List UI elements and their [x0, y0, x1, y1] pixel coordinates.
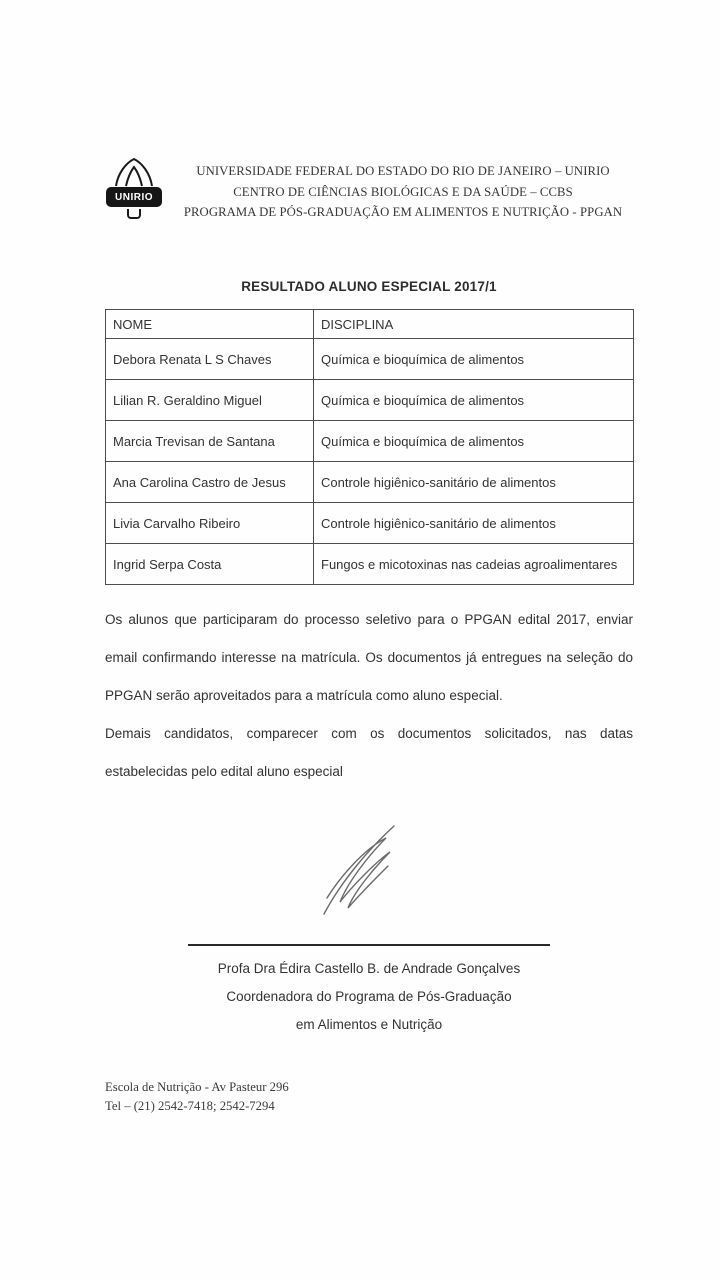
unirio-logo-base — [127, 209, 141, 219]
table-header-row — [106, 310, 634, 339]
header-line-program: PROGRAMA DE PÓS-GRADUAÇÃO EM ALIMENTOS E NUTRIÇÃO - PPGAN — [183, 205, 623, 219]
table-row — [106, 544, 634, 585]
cell-nome: Marcia Trevisan de Santana — [106, 421, 314, 462]
unirio-logo-band — [106, 187, 162, 207]
signatory-role-line-1: Coordenadora do Programa de Pós-Graduação — [226, 989, 512, 1004]
table-row — [106, 380, 634, 421]
header-line-center: CENTRO DE CIÊNCIAS BIOLÓGICAS E DA SAÚDE – CCBS — [233, 184, 573, 199]
paragraph-instructions: Os alunos que participaram do processo seletivo para o PPGAN edital 2017, enviar email confirmando interesse na matrícula. Os documentos já entregues na seleção do PPGAN serão aproveitados para a matrícula como aluno especial. — [105, 612, 633, 703]
table-row — [106, 421, 634, 462]
signature-block — [105, 820, 633, 1039]
table-row — [106, 503, 634, 544]
header-text — [173, 155, 633, 223]
unirio-crest-icon — [106, 155, 162, 187]
signature-line — [188, 944, 550, 946]
header-line-university: UNIVERSIDADE FEDERAL DO ESTADO DO RIO DE JANEIRO – UNIRIO — [196, 164, 610, 178]
footer-address: Escola de Nutrição - Av Pasteur 296 — [105, 1080, 289, 1094]
handwritten-signature-icon — [294, 820, 444, 918]
paragraph-other-candidates: Demais candidatos, comparecer com os documentos solicitados, nas datas estabelecidas pelo edital aluno especial — [105, 726, 633, 779]
unirio-logo — [105, 155, 163, 219]
document-footer — [105, 1078, 289, 1116]
page-title: RESULTADO ALUNO ESPECIAL 2017/1 — [241, 279, 497, 294]
results-table — [105, 309, 634, 585]
table-row — [106, 339, 634, 380]
cell-disciplina: Controle higiênico-sanitário de alimentos — [314, 503, 634, 544]
column-header-disciplina: DISCIPLINA — [314, 310, 634, 339]
body-text — [105, 601, 633, 791]
cell-nome: Ana Carolina Castro de Jesus — [106, 462, 314, 503]
document-header — [105, 155, 633, 223]
footer-phone: Tel – (21) 2542-7418; 2542-7294 — [105, 1099, 275, 1113]
column-header-nome: NOME — [106, 310, 314, 339]
cell-disciplina: Química e bioquímica de alimentos — [314, 339, 634, 380]
cell-disciplina: Fungos e micotoxinas nas cadeias agroalimentares — [314, 544, 634, 585]
cell-disciplina: Química e bioquímica de alimentos — [314, 421, 634, 462]
cell-nome: Lilian R. Geraldino Miguel — [106, 380, 314, 421]
cell-nome: Debora Renata L S Chaves — [106, 339, 314, 380]
cell-nome: Livia Carvalho Ribeiro — [106, 503, 314, 544]
signatory-name: Profa Dra Édira Castello B. de Andrade Gonçalves — [217, 961, 521, 976]
signatory-role-line-2: em Alimentos e Nutrição — [295, 1017, 443, 1032]
cell-nome: Ingrid Serpa Costa — [106, 544, 314, 585]
unirio-logo-text: UNIRIO — [115, 191, 153, 203]
cell-disciplina: Química e bioquímica de alimentos — [314, 380, 634, 421]
table-row — [106, 462, 634, 503]
cell-disciplina: Controle higiênico-sanitário de alimentos — [314, 462, 634, 503]
